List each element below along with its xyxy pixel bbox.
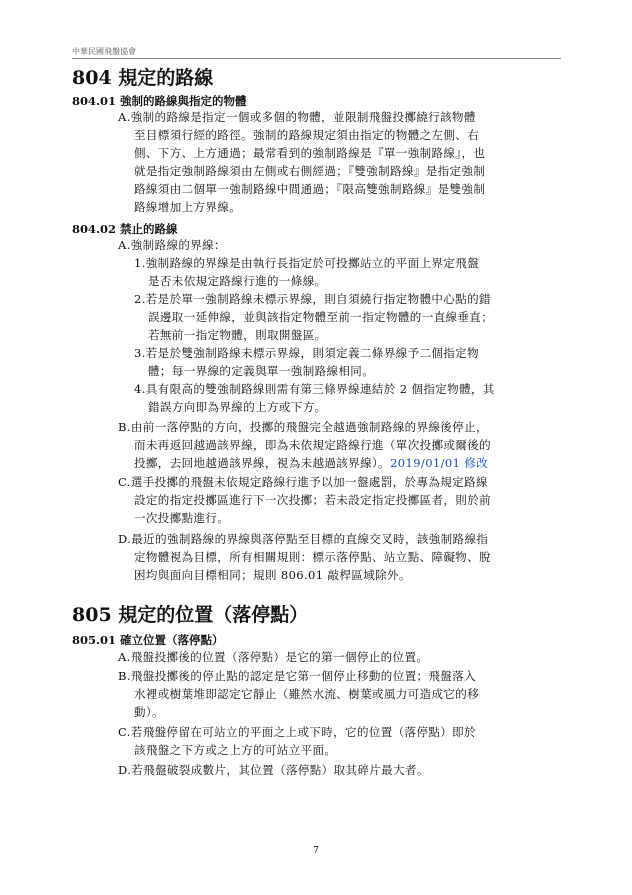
subitem-line: 2.若是於單一強制路線未標示界線，則自須繞行指定物體中心點的錯 xyxy=(134,292,491,306)
paragraph-line: 動）。 xyxy=(134,705,164,719)
paragraph-line: A.飛盤投擲後的位置（落停點）是它的第一個停止的位置。 xyxy=(118,650,429,664)
subitem-line: 體；每一界線的定義與單一強制路線相同。 xyxy=(148,364,375,378)
page-number: 7 xyxy=(313,846,319,856)
paragraph-line: 水裡或樹葉堆即認定它靜止（雖然水流、樹葉或風力可造成它的移 xyxy=(134,687,480,701)
subitem-line: 是否未依規定路線行進的一條線。 xyxy=(148,274,327,288)
section-804-title: 804 規定的路線 xyxy=(72,67,214,89)
paragraph-line: 設定的指定投擲區進行下一次投擲；若未設定指定投擲區者，則於前 xyxy=(134,493,491,507)
paragraph-line xyxy=(134,454,488,472)
paragraph-line: 一次投擲點進行。 xyxy=(134,511,230,525)
paragraph-line: 該飛盤之下方或之上方的可站立平面。 xyxy=(134,743,337,757)
subitem-line: 4.具有限高的雙強制路線則需有第三條界線連結於 2 個指定物體，其 xyxy=(134,382,495,396)
item-a-title: A.強制路線的界線： xyxy=(118,238,226,252)
paragraph-line: D.若飛盤破裂成數片，其位置（落停點）取其碎片最大者。 xyxy=(118,763,429,777)
paragraph-line: 側、下方、上方通過；最常看到的強制路線是『單一強制路線』，也 xyxy=(134,146,486,160)
paragraph-line: A.強制的路線是指定一個或多個的物體，並限制飛盤投擲繞行該物體 xyxy=(118,110,476,124)
section-805-01-title: 805.01 確立位置（落停點） xyxy=(72,633,224,647)
paragraph-line: 路線增加上方界線。 xyxy=(134,200,242,214)
paragraph-line: 定物體視為目標，所有相關規則：標示落停點、站立點、障礙物、脫 xyxy=(134,550,491,564)
paragraph-line: 困均與面向目標相同；規則 806.01 敲桿區域除外。 xyxy=(134,568,411,582)
paragraph-line: D.最近的強制路線的界線與落停點至目標的直線交叉時，該強制路線指 xyxy=(118,532,489,546)
section-804-01-title: 804.01 強制的路線與指定的物體 xyxy=(72,94,247,108)
paragraph-text: 投擲，去回地越過該界線，視為未越過該界線）。 xyxy=(134,456,391,470)
organization-header: 中華民國飛盤協會 xyxy=(72,47,136,56)
paragraph-line: B.飛盤投擲後的停止點的認定是它第一個停止移動的位置；飛盤落入 xyxy=(118,669,477,683)
subitem-line: 誤邊取一延伸線，並與該指定物體至前一指定物體的一直線垂直； xyxy=(148,310,494,324)
paragraph-line: B.由前一落停點的方向，投擲的飛盤完全越過強制路線的界線後停止， xyxy=(118,420,488,434)
paragraph-line: 就是指定強制路線須由左側或右側經過；『雙強制路線』是指定強制 xyxy=(134,164,486,178)
paragraph-line: 至目標須行經的路徑。強制的路線規定須由指定的物體之左側、右 xyxy=(134,128,480,142)
header-rule xyxy=(72,58,561,59)
section-804-02-title: 804.02 禁止的路線 xyxy=(72,222,178,236)
paragraph-line: 而未再返回越過該界線，即為未依規定路線行進（單次投擲或爾後的 xyxy=(134,438,491,452)
section-805-title: 805 規定的位置（落停點） xyxy=(72,604,309,626)
subitem-line: 錯誤方向即為界線的上方或下方。 xyxy=(148,400,327,414)
paragraph-line: C.若飛盤停留在可站立的平面之上或下時，它的位置（落停點）即於 xyxy=(118,725,476,739)
subitem-line: 1.強制路線的界線是由執行長指定於可投擲站立的平面上界定飛盤 xyxy=(134,256,479,270)
paragraph-line: C.選手投擲的飛盤未依規定路線行進予以加一盤處罰，於專為規定路線 xyxy=(118,475,488,489)
revision-note: 2019/01/01 修改 xyxy=(390,456,489,470)
paragraph-line: 路線須由二個單一強制路線中間通過；『限高雙強制路線』是雙強制 xyxy=(134,182,486,196)
subitem-line: 3.若是於雙強制路線未標示界線，則須定義二條界線予二個指定物 xyxy=(134,346,479,360)
subitem-line: 若無前一指定物體，則取開盤區。 xyxy=(148,328,327,342)
